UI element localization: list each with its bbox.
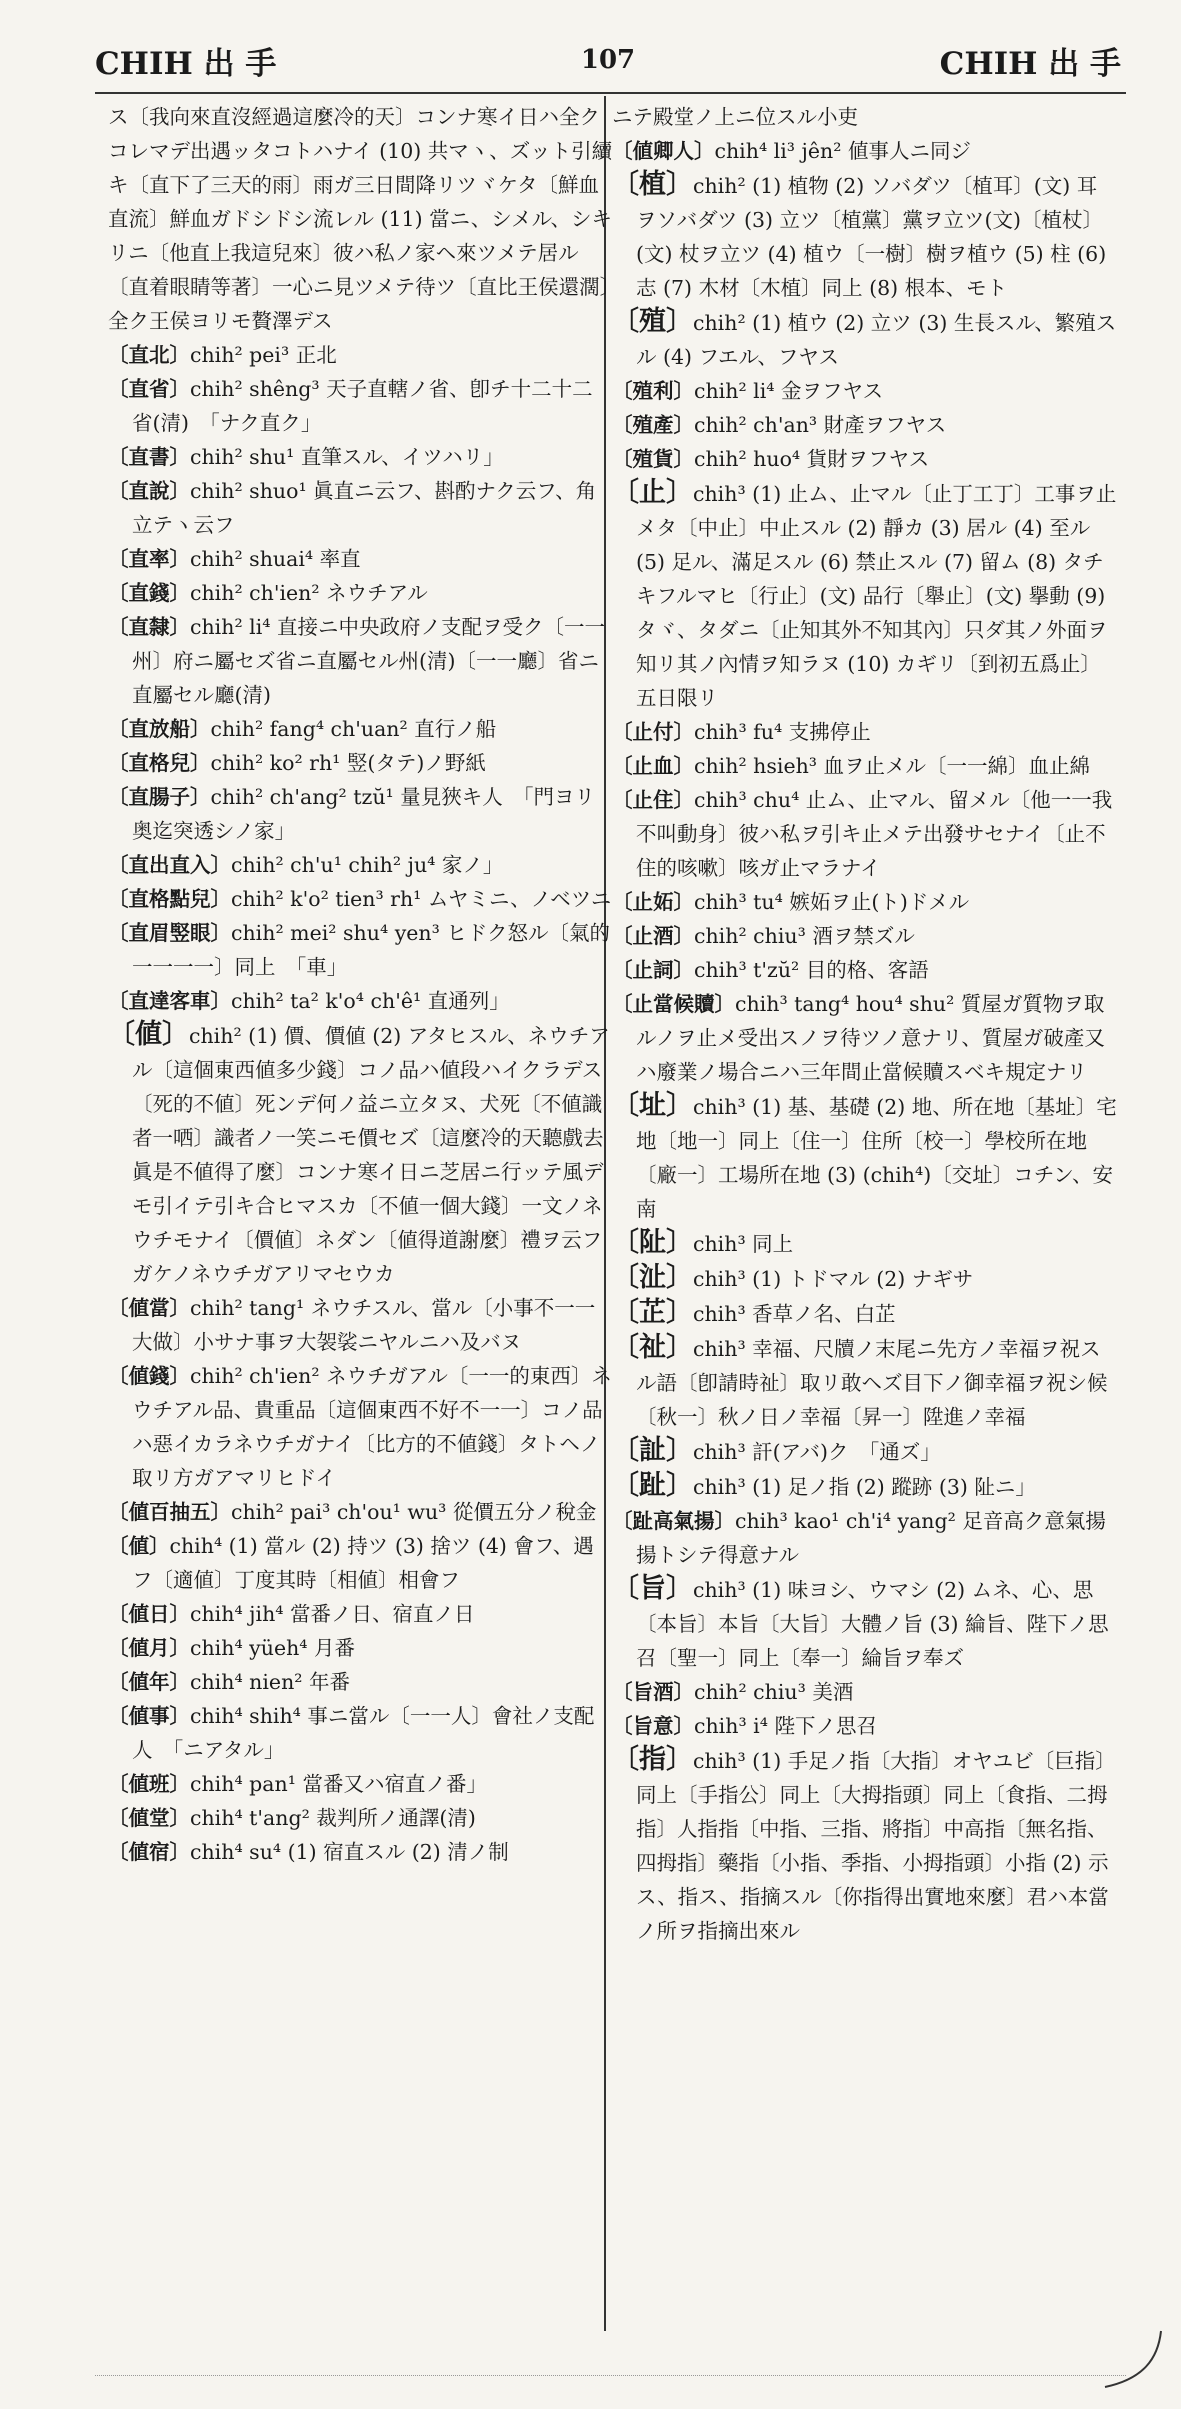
entry-headword: 〔旨酒〕: [612, 1680, 694, 1704]
header-rule: [95, 92, 1126, 94]
entry-definition: chih⁴ li³ jên² 値事人ニ同ジ: [714, 139, 971, 163]
entry-headword: 〔値宿〕: [108, 1840, 190, 1864]
entry-definition: chih² ch'an³ 財產ヲフヤス: [694, 413, 947, 437]
entry-headword: 〔直錢〕: [108, 581, 190, 605]
entry-definition: ニテ殿堂ノ上ニ位スル小吏: [612, 105, 858, 129]
entry-headword: 〔値事〕: [108, 1704, 190, 1728]
dictionary-entry: [612, 783, 1117, 885]
entry-headword: 〔直放船〕: [108, 717, 211, 741]
entry-headword: 〔値月〕: [108, 1636, 190, 1660]
entry-definition: chih² mei² shu⁴ yen³ ヒドク怒ル〔氣的一一一一〕同上 「車」: [132, 921, 610, 979]
entry-definition: chih² shu¹ 直筆スル、イツハリ」: [190, 445, 504, 469]
entry-headword: 〔直率〕: [108, 547, 190, 571]
entry-headword: 〔値錢〕: [108, 1364, 190, 1388]
dictionary-entry: [108, 1495, 613, 1529]
entry-headword: 〔旨意〕: [612, 1714, 694, 1738]
dictionary-entry: [108, 1665, 613, 1699]
dictionary-entry: [108, 440, 613, 474]
entry-definition: chih⁴ shih⁴ 事ニ當ル〔一一人〕會社ノ支配人 「ニアタル」: [132, 1704, 595, 1762]
header-left: CHIH 出 手: [95, 45, 277, 82]
dictionary-entry: [612, 1089, 1117, 1226]
entry-definition: chih² shuai⁴ 率直: [190, 547, 361, 571]
entry-definition: chih² pai³ ch'ou¹ wu³ 從價五分ノ稅金: [231, 1500, 597, 1524]
dictionary-entry: [108, 1631, 613, 1665]
dictionary-entry: [612, 1296, 1117, 1331]
entry-headword: 〔阯〕: [612, 1227, 693, 1258]
left-column: [108, 100, 623, 1869]
entry-definition: chih³ kao¹ ch'i⁴ yang² 足音高ク意氣揚揚トシテ得意ナル: [636, 1509, 1106, 1567]
entry-definition: chih³ tu⁴ 嫉妬ヲ止(ト)ドメル: [694, 890, 970, 914]
entry-definition: chih² (1) 植ウ (2) 立ツ (3) 生長スル、繁殖スル (4) フエル、フヤス: [636, 311, 1117, 369]
entry-headword: 〔沚〕: [612, 1262, 693, 1293]
entry-definition: chih³ (1) 味ヨシ、ウマシ (2) ムネ、心、思〔本旨〕本旨〔大旨〕大體ノ旨 (3) 綸旨、陛下ノ思召〔聖一〕同上〔奉一〕綸旨ヲ奉ズ: [636, 1578, 1109, 1670]
entry-headword: 〔旨〕: [612, 1573, 693, 1604]
dictionary-entry: [612, 1675, 1117, 1709]
dictionary-entry: [612, 1469, 1117, 1504]
dictionary-entry: [108, 1835, 613, 1869]
entry-headword: 〔値班〕: [108, 1772, 190, 1796]
dictionary-entry: [108, 848, 613, 882]
entry-definition: chih² tang¹ ネウチスル、當ル〔小事不一一大做〕小サナ事ヲ大袈裟ニヤルニハ及バヌ: [132, 1296, 596, 1354]
dictionary-entry: [108, 542, 613, 576]
dictionary-entry: [612, 1572, 1117, 1675]
entry-headword: 〔殖貨〕: [612, 447, 694, 471]
entry-definition: chih³ tang⁴ hou⁴ shu² 質屋ガ質物ヲ取ルノヲ止メ受出スノヲ待ツノ意ナリ、質屋ガ破產又ハ廢業ノ場合ニハ三年間止當候贖スベキ規定ナリ: [636, 992, 1105, 1084]
dictionary-entry: [108, 1767, 613, 1801]
dictionary-entry: [108, 474, 613, 542]
dictionary-entry: [612, 1331, 1117, 1434]
dictionary-entry: [612, 987, 1117, 1089]
dictionary-entry: [108, 1018, 623, 1291]
entry-headword: 〔止住〕: [612, 788, 694, 812]
dictionary-entry: [612, 476, 1117, 715]
entry-headword: 〔直格兒〕: [108, 751, 211, 775]
dictionary-entry: [612, 374, 1117, 408]
entry-definition: chih³ (1) 足ノ指 (2) 蹤跡 (3) 阯ニ」: [693, 1475, 1036, 1499]
dictionary-entry: [108, 1291, 613, 1359]
entry-definition: chih³ (1) 基、基礎 (2) 地、所在地〔基址〕宅地〔地一〕同上〔住一〕住所〔校一〕學校所在地〔廠一〕工場所在地 (3) (chih⁴)〔交址〕コチン、安南: [636, 1095, 1117, 1221]
entry-headword: 〔直說〕: [108, 479, 190, 503]
dictionary-entry: [612, 1709, 1117, 1743]
entry-definition: chih² chiu³ 美酒: [694, 1680, 854, 1704]
entry-headword: 〔止妬〕: [612, 890, 694, 914]
entry-headword: 〔値當〕: [108, 1296, 190, 1320]
entry-headword: 〔殖產〕: [612, 413, 694, 437]
entry-definition: chih⁴ (1) 當ル (2) 持ツ (3) 捨ツ (4) 會フ、遇フ〔適値〕丁度其時〔相値〕相會フ: [132, 1534, 594, 1592]
dictionary-entry: [612, 1226, 1117, 1261]
entry-definition: chih² k'o² tien³ rh¹ ムヤミニ、ノベツニ: [231, 887, 612, 911]
dictionary-entry: [612, 305, 1117, 374]
entry-headword: 〔止付〕: [612, 720, 694, 744]
dictionary-entry: [612, 134, 1117, 168]
entry-definition: chih³ t'zŭ² 目的格、客語: [694, 958, 929, 982]
entry-definition: chih² hsieh³ 血ヲ止メル〔一一綿〕血止綿: [694, 754, 1091, 778]
dictionary-entry: [612, 919, 1117, 953]
entry-definition: chih² ko² rh¹ 竪(タテ)ノ野紙: [210, 751, 486, 775]
entry-definition: chih⁴ su⁴ (1) 宿直スル (2) 清ノ制: [190, 1840, 509, 1864]
entry-headword: 〔値百抽五〕: [108, 1500, 231, 1524]
entry-definition: chih³ 同上: [693, 1232, 794, 1256]
dictionary-entry: [612, 168, 1117, 305]
entry-headword: 〔祉〕: [612, 1332, 693, 1363]
entry-headword: 〔止〕: [612, 477, 693, 508]
header-right: CHIH 出 手: [939, 45, 1121, 82]
entry-headword: 〔直書〕: [108, 445, 190, 469]
page-number: 107: [580, 45, 636, 75]
entry-headword: 〔値〕: [108, 1534, 170, 1558]
entry-definition: chih³ chu⁴ 止ム、止マル、留メル〔他一一我不叫動身〕彼ハ私ヲ引キ止メテ出發サセナイ〔止不住的咳嗽〕咳ガ止マラナイ: [636, 788, 1113, 880]
dictionary-entry: [108, 372, 613, 440]
entry-headword: 〔値〕: [108, 1019, 189, 1050]
entry-headword: 〔指〕: [612, 1744, 693, 1775]
entry-headword: 〔直北〕: [108, 343, 190, 367]
entry-headword: 〔植〕: [612, 169, 693, 200]
entry-headword: 〔値堂〕: [108, 1806, 190, 1830]
entry-definition: chih⁴ nien² 年番: [190, 1670, 351, 1694]
entry-definition: chih² pei³ 正北: [190, 343, 337, 367]
dictionary-entry: [108, 984, 613, 1018]
entry-definition: chih³ 幸福、尺牘ノ末尾ニ先方ノ幸福ヲ祝スル語〔卽請時祉〕取リ敢ヘズ目下ノ御幸福ヲ祝シ候〔秋一〕秋ノ日ノ幸福〔昇一〕陞進ノ幸福: [636, 1337, 1108, 1429]
entry-definition: chih² ch'u¹ chih² ju⁴ 家ノ」: [231, 853, 504, 877]
dictionary-entry: [612, 715, 1117, 749]
entry-headword: 〔芷〕: [612, 1297, 693, 1328]
entry-definition: chih³ (1) トドマル (2) ナギサ: [693, 1267, 974, 1291]
entry-definition: chih⁴ jih⁴ 當番ノ日、宿直ノ日: [190, 1602, 475, 1626]
entry-headword: 〔値日〕: [108, 1602, 190, 1626]
entry-definition: chih² (1) 植物 (2) ソバダツ〔植耳〕(文) 耳ヲソバダツ (3) 立ツ〔植黨〕黨ヲ立ツ(文)〔植杖〕(文) 杖ヲ立ツ (4) 植ウ〔一樹〕樹ヲ植ウ (5) 柱 (6) 志 (7) 木材〔木植〕同上 (8) 根本、モト: [636, 174, 1107, 300]
entry-headword: 〔直腸子〕: [108, 785, 211, 809]
dictionary-entry: [108, 610, 613, 712]
entry-definition: chih² li⁴ 金ヲフヤス: [694, 379, 884, 403]
dictionary-entry: [108, 1699, 613, 1767]
entry-headword: 〔殖〕: [612, 306, 693, 337]
dictionary-entry: [612, 885, 1117, 919]
dictionary-entry: [612, 1434, 1117, 1469]
dictionary-entry: [612, 1261, 1117, 1296]
entry-definition: chih² huo⁴ 貨財ヲフヤス: [694, 447, 930, 471]
page-curl-decoration: [1103, 2329, 1163, 2389]
dictionary-entry: [612, 749, 1117, 783]
entry-headword: 〔址〕: [612, 1090, 693, 1121]
entry-headword: 〔止酒〕: [612, 924, 694, 948]
entry-definition: chih² ch'ien² ネウチガアル〔一一的東西〕ネウチアル品、貴重品〔這個東西不好不一一〕コノ品ハ惡イカラネウチガナイ〔比方的不値錢〕タトヘノ取リ方ガアマリヒドイ: [132, 1364, 612, 1490]
dictionary-entry: [108, 916, 613, 984]
entry-headword: 〔直省〕: [108, 377, 190, 401]
dictionary-entry: [108, 100, 613, 338]
dictionary-entry: [612, 1504, 1117, 1572]
entry-definition: chih⁴ t'ang² 裁判所ノ通譯(清): [190, 1806, 476, 1830]
entry-definition: chih² ch'ang² tzŭ¹ 量見狹キ人 「門ヨリ奥迄突透シノ家」: [132, 785, 596, 843]
dictionary-entry: [108, 1359, 613, 1495]
entry-headword: 〔値卿人〕: [612, 139, 715, 163]
dictionary-entry: [108, 712, 613, 746]
entry-definition: chih⁴ yüeh⁴ 月番: [190, 1636, 356, 1660]
entry-headword: 〔趾高氣揚〕: [612, 1509, 735, 1533]
entry-definition: chih³ fu⁴ 支拂停止: [694, 720, 871, 744]
dictionary-entry: [612, 442, 1117, 476]
entry-definition: chih² fang⁴ ch'uan² 直行ノ船: [210, 717, 497, 741]
dictionary-entry: [612, 100, 1117, 134]
entry-definition: chih² shêng³ 天子直轄ノ省、卽チ十二十二省(清) 「ナク直ク」: [132, 377, 593, 435]
entry-headword: 〔止當候贖〕: [612, 992, 735, 1016]
entry-definition: chih² ta² k'o⁴ ch'ê¹ 直通列」: [231, 989, 510, 1013]
dictionary-entry: [612, 953, 1117, 987]
entry-headword: 〔趾〕: [612, 1470, 693, 1501]
entry-definition: chih² ch'ien² ネウチアル: [190, 581, 428, 605]
dictionary-entry: [108, 1801, 613, 1835]
dictionary-entry: [108, 576, 613, 610]
entry-definition: chih² li⁴ 直接ニ中央政府ノ支配ヲ受ク〔一一州〕府ニ屬セズ省ニ直屬セル州(清)〔一一廳〕省ニ直屬セル廳(清): [132, 615, 606, 707]
page-header: [95, 30, 1121, 90]
entry-headword: 〔直眉竪眼〕: [108, 921, 231, 945]
entry-definition: chih³ i⁴ 陛下ノ思召: [694, 1714, 877, 1738]
entry-headword: 〔値年〕: [108, 1670, 190, 1694]
dictionary-entry: [108, 780, 613, 848]
dictionary-entry: [108, 746, 613, 780]
entry-definition: chih² chiu³ 酒ヲ禁ズル: [694, 924, 915, 948]
dictionary-entry: [612, 408, 1117, 442]
entry-definition: chih³ (1) 止ム、止マル〔止丁工丁〕工事ヲ止メタ〔中止〕中止スル (2) 靜カ (3) 居ル (4) 至ル (5) 足ル、滿足スル (6) 禁止スル (7) 留ム (8) タチキフルマヒ〔行止〕(文) 品行〔舉止〕(文) 擧動 (9) タヾ、タダニ〔止知其外不知其內〕只ダ其ノ外面ヲ知リ其ノ內情ヲ知ラヌ (10) カギリ〔到初五爲止〕五日限リ: [636, 482, 1117, 710]
right-column: [612, 100, 1117, 1948]
dictionary-entry: [108, 338, 613, 372]
entry-headword: 〔直格點兒〕: [108, 887, 231, 911]
entry-headword: 〔直隸〕: [108, 615, 190, 639]
dictionary-entry: [612, 1743, 1117, 1948]
entry-headword: 〔訨〕: [612, 1435, 693, 1466]
entry-definition: chih² (1) 價、價値 (2) アタヒスル、ネウチアル〔這個東西値多少錢〕コノ品ハ値段ハイクラデス 〔死的不値〕死ンデ何ノ益ニ立タヌ、犬死〔不値識者一哂〕識者ノ一笑ニモ價セズ〔這麼冷的天聽戲去眞是不値得了麼〕コンナ寒イ日ニ芝居ニ行ッテ風デモ引イテ引キ合ヒマスカ〔不値一個大錢〕一文ノネウチモナイ〔價値〕ネダン〔値得道謝麼〕禮ヲ云フガケノネウチガアリマセウカ: [132, 1024, 623, 1286]
entry-headword: 〔止詞〕: [612, 958, 694, 982]
dictionary-entry: [108, 882, 613, 916]
entry-definition: chih³ 香草ノ名、白芷: [693, 1302, 896, 1326]
entry-headword: 〔殖利〕: [612, 379, 694, 403]
entry-headword: 〔止血〕: [612, 754, 694, 778]
entry-definition: chih³ 訐(アバ)ク 「通ズ」: [693, 1440, 941, 1464]
page-footer-rule: [95, 2375, 1126, 2376]
dictionary-entry: [108, 1597, 613, 1631]
entry-headword: 〔直達客車〕: [108, 989, 231, 1013]
entry-definition: chih² shuo¹ 眞直ニ云フ、斟酌ナク云フ、角立テヽ云フ: [132, 479, 597, 537]
entry-definition: chih⁴ pan¹ 當番又ハ宿直ノ番」: [190, 1772, 487, 1796]
entry-headword: 〔直出直入〕: [108, 853, 231, 877]
entry-definition: chih³ (1) 手足ノ指〔大指〕オヤユビ〔巨指〕同上〔手指公〕同上〔大拇指頭〕同上〔食指、二拇指〕人指指〔中指、三指、將指〕中高指〔無名指、四拇指〕藥指〔小指、季指、小拇指頭〕小指 (2) 示ス、指ス、指摘スル〔你指得出實地來麼〕君ハ本當ノ所ヲ指摘出來ル: [636, 1749, 1116, 1943]
dictionary-entry: [108, 1529, 613, 1597]
entry-definition: ス〔我向來直沒經過這麼冷的天〕コンナ寒イ日ハ全クコレマデ出遇ッタコトハナイ (10) 共マヽ、ズット引續キ〔直下了三天的雨〕雨ガ三日間降リツヾケタ〔鮮血直流〕鮮血ガドシドシ流レル (11) 當ニ、シメル、シキリニ〔他直上我這兒來〕彼ハ私ノ家ヘ來ツメテ居ル 〔直着眼睛等著〕一心ニ見ツメテ待ツ〔直比王侯還濶〕全ク王侯ヨリモ贅澤デス: [108, 105, 613, 333]
